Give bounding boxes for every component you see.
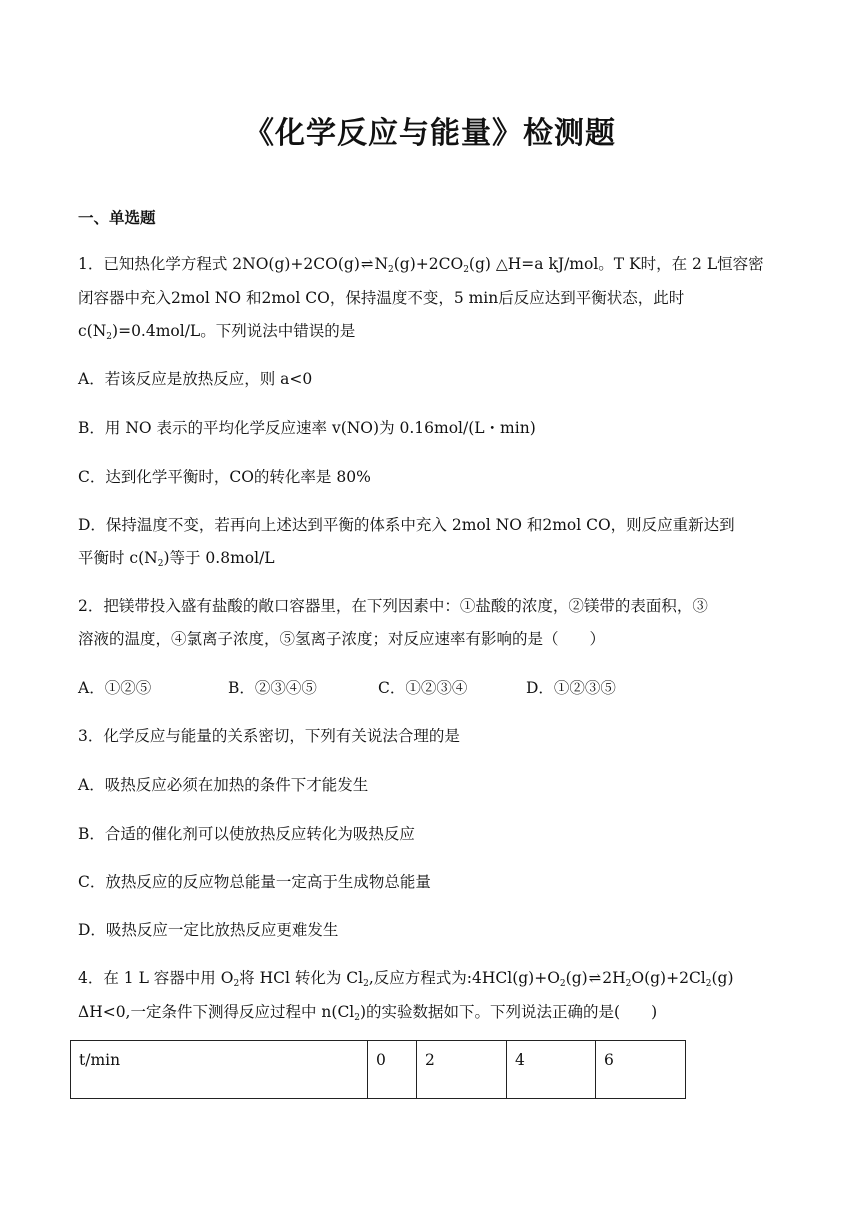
q4-text: (g) bbox=[565, 969, 588, 987]
q4-text: O(g)+2Cl bbox=[631, 969, 706, 987]
q1-text: 平衡时 c(N bbox=[78, 549, 158, 567]
q1-stem-line2: 闭容器中充入2mol NO 和2mol CO，保持温度不变，5 min后反应达到平衡状态，此时 bbox=[78, 289, 685, 307]
subscript: 2 bbox=[363, 979, 369, 989]
q1-text: )等于 0.8mol/L bbox=[163, 549, 275, 567]
q1-option-a: A．若该反应是放热反应，则 a<0 bbox=[78, 370, 313, 388]
q4-text: (g) bbox=[711, 969, 734, 987]
subscript: 2 bbox=[463, 265, 469, 275]
q4-text: ΔH<0,一定条件下测得反应过程中 n(Cl bbox=[78, 1003, 355, 1021]
q1-stem-line1 bbox=[78, 252, 764, 275]
q1-text: c(N bbox=[78, 322, 107, 340]
q3-option-c: C．放热反应的反应物总能量一定高于生成物总能量 bbox=[78, 873, 431, 891]
equilibrium-arrow-icon: ⇌ bbox=[360, 255, 374, 273]
q2-option-a: A．①②⑤ bbox=[78, 679, 152, 697]
subscript: 2 bbox=[354, 1013, 360, 1023]
q2-stem-line2: 溶液的温度，④氯离子浓度，⑤氢离子浓度；对反应速率有影响的是（ ） bbox=[78, 630, 606, 648]
section-heading: 一、单选题 bbox=[78, 209, 156, 227]
q4-text: ,反应方程式为:4HCl(g)+O bbox=[368, 969, 560, 987]
q3-stem: 3．化学反应与能量的关系密切，下列有关说法合理的是 bbox=[78, 727, 460, 745]
table-cell: 0 bbox=[368, 1041, 417, 1099]
q4-text: 4．在 1 L 容器中用 O bbox=[78, 969, 234, 987]
q2-option-b: B．②③④⑤ bbox=[228, 679, 317, 697]
subscript: 2 bbox=[106, 332, 113, 342]
table-cell: 4 bbox=[507, 1041, 596, 1099]
q1-text: (g)+2CO bbox=[393, 255, 464, 273]
data-table bbox=[70, 1040, 686, 1099]
q2-option-c: C．①②③④ bbox=[378, 679, 468, 697]
table-row bbox=[71, 1041, 686, 1099]
page-title: 《化学反应与能量》检测题 bbox=[244, 116, 616, 151]
q4-text: 2H bbox=[602, 969, 626, 987]
q3-option-a: A．吸热反应必须在加热的条件下才能发生 bbox=[78, 776, 369, 794]
q4-stem-line2 bbox=[78, 1000, 657, 1023]
table-cell: 2 bbox=[417, 1041, 507, 1099]
q1-option-b: B．用 NO 表示的平均化学反应速率 v(NO)为 0.16mol/(L・min) bbox=[78, 419, 536, 437]
q4-text: 将 HCl 转化为 Cl bbox=[239, 969, 364, 987]
q1-option-d-line1: D．保持温度不变，若再向上述达到平衡的体系中充入 2mol NO 和2mol CO，则反应重新达到 bbox=[78, 516, 735, 534]
subscript: 2 bbox=[559, 979, 566, 989]
q3-option-d: D．吸热反应一定比放热反应更难发生 bbox=[78, 921, 339, 939]
subscript: 2 bbox=[705, 979, 712, 989]
q3-option-b: B．合适的催化剂可以使放热反应转化为吸热反应 bbox=[78, 825, 415, 843]
subscript: 2 bbox=[625, 979, 632, 989]
subscript: 2 bbox=[157, 559, 164, 569]
equilibrium-arrow-icon: ⇌ bbox=[588, 969, 602, 987]
q2-stem-line1: 2．把镁带投入盛有盐酸的敞口容器里，在下列因素中：①盐酸的浓度，②镁带的表面积，③ bbox=[78, 597, 708, 615]
table-cell: t/min bbox=[71, 1041, 368, 1099]
table-cell: 6 bbox=[596, 1041, 686, 1099]
q1-text: N bbox=[374, 255, 389, 273]
q1-text: (g) △H=a kJ/mol。T K时，在 2 L恒容密 bbox=[468, 255, 764, 273]
subscript: 2 bbox=[388, 265, 394, 275]
subscript: 2 bbox=[233, 979, 240, 989]
q1-stem-line3 bbox=[78, 319, 355, 342]
q1-option-c: C．达到化学平衡时，CO的转化率是 80% bbox=[78, 468, 371, 486]
q4-stem-line1 bbox=[78, 966, 734, 989]
q1-text: 1．已知热化学方程式 2NO(g)+2CO(g) bbox=[78, 255, 360, 273]
q1-option-d-line2 bbox=[78, 546, 275, 569]
q1-text: )=0.4mol/L。下列说法中错误的是 bbox=[112, 322, 356, 340]
q2-option-d: D．①②③⑤ bbox=[526, 679, 616, 697]
q4-text: )的实验数据如下。下列说法正确的是( ) bbox=[360, 1003, 658, 1021]
